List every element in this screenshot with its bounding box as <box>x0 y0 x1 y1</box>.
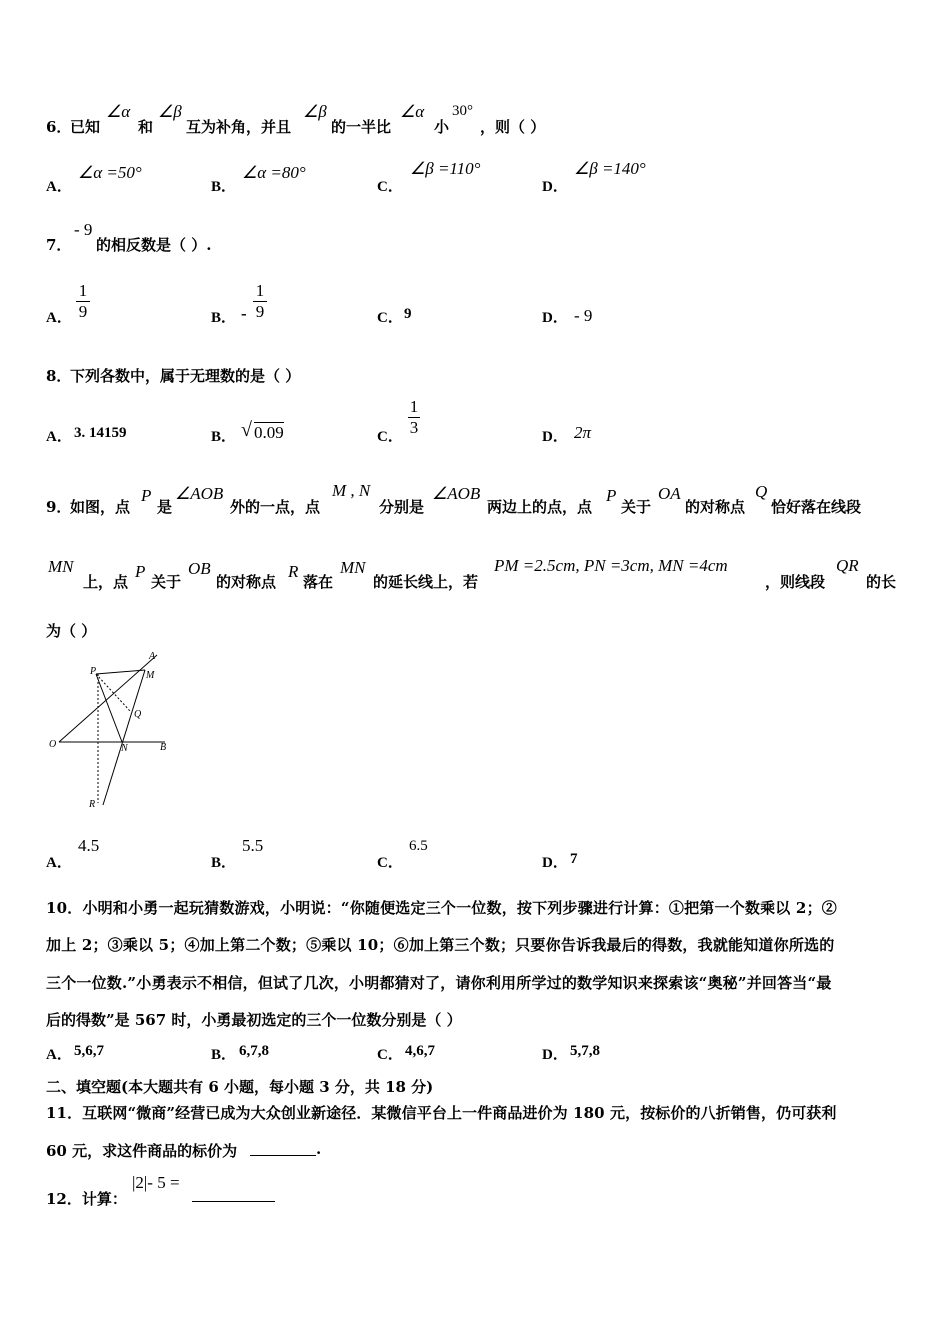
q8-option-b[interactable]: 0.09 <box>254 423 284 442</box>
q10-option-c-label[interactable]: C． <box>377 1047 403 1063</box>
q6-stem-5: 的一半比 <box>331 118 392 136</box>
q8-stem: 下列各数中，属于无理数的是（ ） <box>70 367 301 385</box>
q9-l1-d: 分别是 <box>379 498 425 516</box>
segment-pn <box>96 674 122 742</box>
q7-option-c[interactable]: 9 <box>404 306 412 322</box>
q6-option-d[interactable]: ∠β =140° <box>574 159 646 178</box>
ray-oa <box>59 655 157 742</box>
section-heading: 二、填空题(本大题共有 6 小题，每小题 3 分，共 18 分) <box>46 1078 434 1096</box>
label-a: A <box>149 651 156 662</box>
q9-l2-d: 落在 <box>303 573 334 591</box>
q9-l2-a: 上，点 <box>83 573 129 591</box>
q7-option-a-den: 9 <box>78 302 88 321</box>
q9-l1-AOB2: ∠AOB <box>432 484 481 503</box>
q9-l2-R: R <box>288 562 299 581</box>
q9-option-d[interactable]: 7 <box>570 851 578 867</box>
q9-option-b-label[interactable]: B． <box>211 855 237 871</box>
q7-option-b-num: 1 <box>255 281 265 300</box>
q10-option-a-label[interactable]: A． <box>46 1047 72 1063</box>
q7-option-c-label[interactable]: C． <box>377 310 403 326</box>
q12-stem: 12．计算： <box>46 1190 127 1208</box>
q6-beta: ∠β <box>158 102 182 121</box>
q8-option-b-label[interactable]: B． <box>211 429 237 445</box>
q7-option-a-label[interactable]: A． <box>46 310 72 326</box>
q10-line-4: 后的得数”是 567 时，小勇最初选定的三个一位数分别是（ ） <box>46 1011 462 1029</box>
q7-option-a-num: 1 <box>78 281 88 300</box>
q6-stem-7: ，则（ ） <box>480 118 546 136</box>
q9-l1-b: 是 <box>157 498 173 516</box>
q7-option-d[interactable]: - 9 <box>574 306 593 325</box>
q6-degree: 30° <box>452 103 473 119</box>
q6-stem-1: 6． <box>46 118 72 136</box>
q10-line-3: 三个一位数.”小勇表示不相信，但试了几次，小明都猜对了，请你利用所学过的数学知识来探索该“奥秘”并回答当“最 <box>46 974 832 992</box>
q6-stem-2: 已知 <box>70 118 101 136</box>
q6-option-a[interactable]: ∠α =50° <box>78 163 142 182</box>
q11-period: . <box>316 1140 322 1158</box>
q9-geometry-figure <box>40 645 180 815</box>
q8-option-a-label[interactable]: A． <box>46 429 72 445</box>
sqrt-icon: √ <box>241 419 252 441</box>
segment-mr <box>103 670 145 805</box>
q9-l2-e: 的延长线上，若 <box>373 573 479 591</box>
label-p: P <box>90 666 97 677</box>
q6-option-c[interactable]: ∠β =110° <box>410 159 481 178</box>
q9-option-c-label[interactable]: C． <box>377 855 403 871</box>
q9-l1-a: 如图，点 <box>70 498 131 516</box>
q8-option-c-den: 3 <box>409 418 419 437</box>
q8-option-a[interactable]: 3. 14159 <box>74 425 127 441</box>
q7-option-b-fraction[interactable] <box>253 282 267 321</box>
q9-number: 9． <box>46 498 72 516</box>
q9-l1-f: 关于 <box>621 498 652 516</box>
q7-option-b-den: 9 <box>255 302 265 321</box>
q9-option-c[interactable]: 6.5 <box>409 838 428 854</box>
q9-l1-Q: Q <box>755 482 768 501</box>
q9-l1-MN: M , N <box>332 481 371 500</box>
q8-option-c-fraction[interactable] <box>408 398 420 437</box>
q9-l2-f: ，则线段 <box>765 573 826 591</box>
q8-option-c-label[interactable]: C． <box>377 429 403 445</box>
q12-math: |2|- 5 = <box>132 1173 180 1192</box>
q9-l2-OB: OB <box>188 559 211 578</box>
q6-option-c-label[interactable]: C． <box>377 179 403 195</box>
q10-option-d[interactable]: 5,7,8 <box>570 1043 600 1059</box>
label-b: B <box>160 742 167 753</box>
q6-alpha2: ∠α <box>400 102 425 121</box>
q10-option-d-label[interactable]: D． <box>542 1047 568 1063</box>
label-o: O <box>49 739 57 750</box>
q11-line-1: 11．互联网“微商”经营已成为大众创业新途径．某微信平台上一件商品进价为 180 元，按标价的八折销售，仍可获利 <box>46 1104 837 1122</box>
q6-stem-4: 互为补角，并且 <box>186 118 292 136</box>
q6-beta2: ∠β <box>303 102 327 121</box>
q10-line-1: 10．小明和小勇一起玩猜数游戏，小明说：“你随便选定三个一位数，按下列步骤进行计算：①把第一个数乘以 2；② <box>46 899 837 917</box>
q11-line-2: 60 元，求这件商品的标价为 <box>46 1142 238 1160</box>
q6-alpha: ∠α <box>106 102 131 121</box>
q9-l2-MN: MN <box>48 557 74 576</box>
q6-option-a-label[interactable]: A． <box>46 179 72 195</box>
q10-option-b[interactable]: 6,7,8 <box>239 1043 269 1059</box>
q9-option-b[interactable]: 5.5 <box>242 836 264 855</box>
label-m: M <box>146 670 155 681</box>
q9-l1-P: P <box>141 486 152 505</box>
q7-option-a-fraction[interactable] <box>76 282 90 321</box>
q7-number: 7． <box>46 236 72 254</box>
label-q: Q <box>134 709 142 720</box>
segment-pq <box>96 674 130 711</box>
q7-option-d-label[interactable]: D． <box>542 310 568 326</box>
q8-option-d[interactable]: 2π <box>574 423 592 442</box>
q9-l2-g: 的长 <box>866 573 897 591</box>
q9-l1-P2: P <box>606 486 617 505</box>
q10-option-b-label[interactable]: B． <box>211 1047 237 1063</box>
q9-option-a-label[interactable]: A． <box>46 855 72 871</box>
q9-l1-e: 两边上的点，点 <box>487 498 593 516</box>
q6-stem-3: 和 <box>138 118 154 136</box>
q12-answer-blank[interactable] <box>192 1186 275 1202</box>
q9-l2-b: 关于 <box>151 573 182 591</box>
q9-l2-c: 的对称点 <box>216 573 277 591</box>
q6-option-b-label[interactable]: B． <box>211 179 237 195</box>
q10-option-c[interactable]: 4,6,7 <box>405 1043 435 1059</box>
q9-l1-OA: OA <box>658 484 681 503</box>
q10-option-a[interactable]: 5,6,7 <box>74 1043 104 1059</box>
q7-math: - 9 <box>74 220 93 239</box>
q8-option-c-num: 1 <box>409 397 419 416</box>
q9-l2-condition: PM =2.5cm, PN =3cm, MN =4cm <box>494 556 728 575</box>
q9-option-a[interactable]: 4.5 <box>78 836 100 855</box>
q7-option-b-sign: - <box>241 304 247 323</box>
q9-l3: 为（ ） <box>46 622 97 640</box>
label-n: N <box>121 743 128 754</box>
q10-line-2: 加上 2；③乘以 5；④加上第二个数；⑤乘以 10；⑥加上第三个数；只要你告诉我最后的得数，我就能知道你所选的 <box>46 936 835 954</box>
q8-number: 8． <box>46 367 72 385</box>
q6-option-d-label[interactable]: D． <box>542 179 568 195</box>
q6-option-b[interactable]: ∠α =80° <box>242 163 306 182</box>
q9-l2-QR: QR <box>836 556 859 575</box>
q9-l2-P: P <box>135 562 146 581</box>
q9-l1-h: 恰好落在线段 <box>771 498 862 516</box>
q11-answer-blank[interactable] <box>250 1140 316 1156</box>
q9-l1-AOB: ∠AOB <box>175 484 224 503</box>
q6-stem-6: 小 <box>434 118 450 136</box>
q9-l1-c: 外的一点，点 <box>230 498 321 516</box>
q9-l2-MN2: MN <box>340 558 366 577</box>
q7-option-b-label[interactable]: B． <box>211 310 237 326</box>
q8-option-d-label[interactable]: D． <box>542 429 568 445</box>
label-r: R <box>89 799 96 810</box>
q9-option-d-label[interactable]: D． <box>542 855 568 871</box>
q9-l1-g: 的对称点 <box>685 498 746 516</box>
q7-stem: 的相反数是（ ）. <box>96 236 212 254</box>
